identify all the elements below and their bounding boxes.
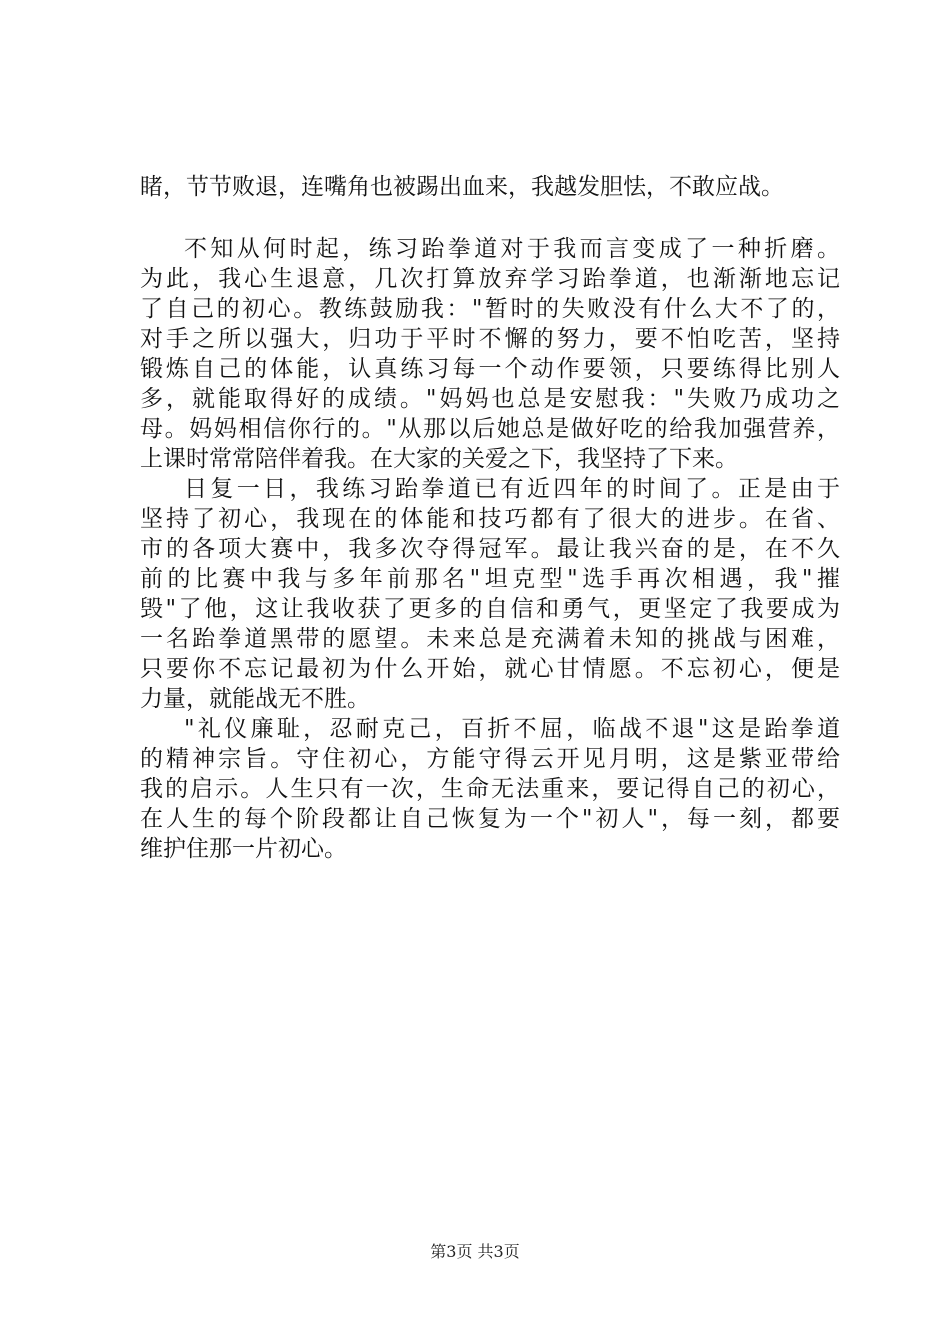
text-line: 了自己的初心。教练鼓励我："暂时的失败没有什么大不了的， [140,296,840,322]
text-line: 不知从何时起，练习跆拳道对于我而言变成了一种折磨。 [184,236,840,262]
text-line: 我的启示。人生只有一次，生命无法重来，要记得自己的初心， [140,776,840,802]
text-line: 只要你不忘记最初为什么开始，就心甘情愿。不忘初心，便是 [140,656,840,682]
text-line: 对手之所以强大，归功于平时不懈的努力，要不怕吃苦，坚持 [140,326,840,352]
text-line: "礼仪廉耻，忍耐克己，百折不屈，临战不退"这是跆拳道 [184,716,840,742]
text-line: 多，就能取得好的成绩。"妈妈也总是安慰我："失败乃成功之 [140,386,840,412]
text-line: 坚持了初心，我现在的体能和技巧都有了很大的进步。在省、 [140,506,840,532]
text-line: 毁"了他，这让我收获了更多的自信和勇气，更坚定了我要成为 [140,596,840,622]
paragraph [140,714,840,864]
paragraph [140,234,840,474]
page-footer [0,1242,950,1262]
text-line: 维护住那一片初心。 [140,836,347,862]
page-number-label: 第3页 共3页 [430,1242,520,1261]
text-line: 市的各项大赛中，我多次夺得冠军。最让我兴奋的是，在不久 [140,536,840,562]
text-line: 日复一日，我练习跆拳道已有近四年的时间了。正是由于 [184,476,840,502]
paragraph [140,172,840,202]
document-body [140,172,840,864]
text-line: 力量，就能战无不胜。 [140,686,370,712]
text-line: 一名跆拳道黑带的愿望。未来总是充满着未知的挑战与困难， [140,626,840,652]
text-line: 母。妈妈相信你行的。"从那以后她总是做好吃的给我加强营养， [140,416,840,442]
text-line: 前的比赛中我与多年前那名"坦克型"选手再次相遇，我"摧 [140,566,840,592]
text-line: 的精神宗旨。守住初心，方能守得云开见月明，这是紫亚带给 [140,746,840,772]
text-line: 为此，我心生退意，几次打算放弃学习跆拳道，也渐渐地忘记 [140,266,840,292]
text-line: 睹，节节败退，连嘴角也被踢出血来，我越发胆怯，不敢应战。 [140,174,784,200]
text-line: 上课时常常陪伴着我。在大家的关爱之下，我坚持了下来。 [140,446,738,472]
text-line: 在人生的每个阶段都让自己恢复为一个"初人"，每一刻，都要 [140,806,840,832]
paragraph [140,474,840,714]
text-line: 锻炼自己的体能，认真练习每一个动作要领，只要练得比别人 [140,356,840,382]
paragraph-gap [140,202,840,234]
